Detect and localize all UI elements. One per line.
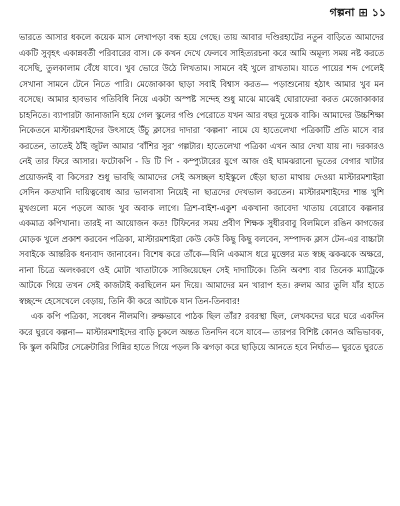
- header-separator-icon: ⊞: [358, 6, 368, 19]
- running-header: [330, 5, 386, 21]
- page-number: ১১: [371, 6, 386, 19]
- paragraph: ভারতে আসার ধকলে কয়েক মাস লেখাপড়া বন্ধ হয়ে গেছে। তায় আবার দণ্ডিরহাটের নতুন বাড়িতে আমাদের একটি সুবৃহৎ একান্নবর্তী পরিবারের বাস। কে কখন দেখে ফেলবে সাহিত্যরচনা করে আমি অমূল্য সময় নষ্ট করতে বসেছি, তুলকালাম বেঁধে যাবে। খুব ভোরে উঠে লিখতাম। সামনে বই খুলে রাখতাম। যাতে পায়ের শব্দ পেলেই সেখানা সামনে টেনে নিতে পারি। মেজোকাকা ছাড়া সবাই বিশ্বাস করত— পড়াশুনোয় হঠাৎ আমার খুব মন বসেছে। আমার হাবভাব গতিবিধি নিয়ে একটা অস্পষ্ট সন্দেহ শুধু মাঝে মাঝেই ঘোরাফেরা করত মেজোকাকার চাহনিতে। ব্যাপারটা জানাজানি হয়ে গেল স্কুলের গণ্ডি পেরোতে যখন আর বছর দুয়েক বাকি। আমাদের উচ্চশিক্ষা নিকেতনে মাস্টারমশাইদের উৎসাহে উঁচু ক্লাসের দাদারা ‘কল্পনা’ নামে যে হাতেলেখা পত্রিকাটি প্রতি মাসে বার করতেন, তাতেই ঠাঁই জুটল আমার ‘বাঁশির সুর’ গল্পটার। হাতেলেখা পত্রিকা এখন আর দেখা যায় না। দরকারও নেই তার ফিরে আসার। ফটোকপি - ডি টি পি - কম্প্যুটারের যুগে আজ ওই ঘামঝরানো ভূতের বেগার খাটার প্রয়োজনই বা কিসের? শুধু ভাবছি আমাদের সেই অসচ্ছল হাইস্কুলে ছেঁড়া ছাতা মাথায় দেওয়া মাস্টারমশাইরা সেদিন কতখানি দায়িত্ববোধ আর ভালবাসা নিয়েই না ছাত্রদের দেখভাল করতেন। মাস্টারমশাইদের শান্ত খুশি মুখগুলো মনে পড়লে আজ খুব অবাক লাগে। ত্রিশ-বাইশ-একুশ একখানা জাবেদা খাতায় বেরোবে কল্পনার একমাত্র কপিখানা। তারই না আয়োজন কত! টিফিনের সময় প্রবীণ শিক্ষক সুধীরবাবু বিলমিলে রঙিন কাগজের মোড়ক খুলে প্রকাশ করবেন পত্রিকা, মাস্টারমশাইরা কেউ কেউ কিছু কিছু বলবেন, সম্পাদক ক্লাস টেন-এর বাচ্চাটা সবাইকে আন্তরিক ধন্যবাদ জানাবেন। বিশেষ করে তাঁকে—যিনি একমাস ধরে মুক্তোর মত স্বচ্ছ ঝকঝকে অক্ষরে, নানা চিত্রে অলংকরণে ওই মোটা খাতাটাকে সাজিয়েছেন সেই দাদাটিকে। তিনি অবশ্য বার তিনেক ম্যাট্রিকে আটকে গিয়ে তখন সেই কাজটাই করছিলেন মন দিয়ে। আমাদের মন খারাপ হত। রুলম আর তুলি যাঁর হাতে স্বচ্ছন্দে হেসেখেলে বেড়ায়, তিনি কী করে আটকে যান তিন-তিনবার!: [19, 32, 384, 306]
- running-title: গল্পনা: [329, 6, 355, 19]
- page-body: [19, 30, 384, 502]
- paragraph: এক কপি পত্রিকা, সবেধন নীলমণি। রুক্ষভাবে পাঠক ছিল তাঁর? রবরস্থা ছিল, লেখকদের ঘরে ঘরে একদিন করে ঘুরবে কল্পনা— মাস্টারমশাইদের বাড়ি চুকলে অন্তত তিনদিন বসে যাবে— তারপর বিশিষ্ট কোনও অভিভাবক, কি স্কুল কমিটির সেক্রেটারির গিন্নির হাতে গিয়ে পড়ল কি ঝগড়া করে ছাড়িয়ে আনতে হবে নির্ঘাত— ঘুরতে ঘুরতে: [19, 311, 384, 352]
